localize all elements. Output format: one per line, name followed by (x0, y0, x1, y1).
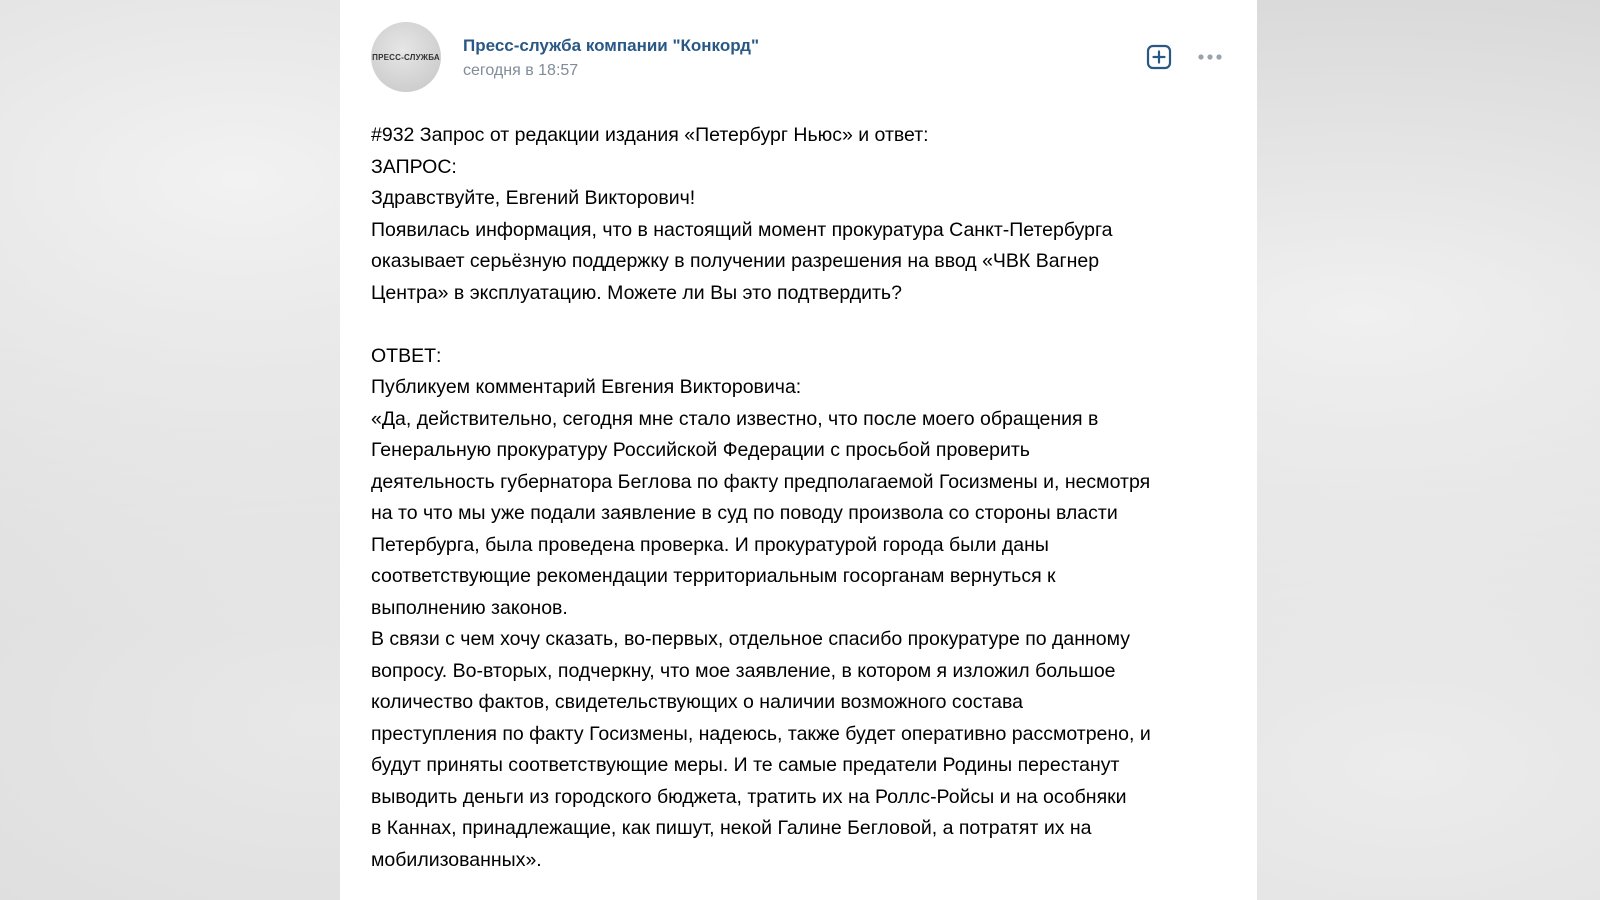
post-text-line: деятельность губернатора Беглова по факту предполагаемой Госизмены и, несмотря (371, 470, 1151, 493)
post-text-line: на то что мы уже подали заявление в суд по поводу произвола со стороны власти (371, 502, 1118, 524)
post-text-line: #932 Запрос от редакции издания «Петербург Ньюс» и ответ: (371, 124, 929, 146)
post-text-line: в Каннах, принадлежащие, как пишут, некой Галине Бегловой, а потратят их на (371, 817, 1092, 839)
post-text-line: Здравствуйте, Евгений Викторович! (371, 187, 696, 209)
post-text-line: Петербурга, была проведена проверка. И прокуратурой города были даны (371, 533, 1049, 556)
more-options-button[interactable] (1196, 48, 1224, 66)
post-text-line: будут приняты соответствующие меры. И те самые предатели Родины перестанут (371, 754, 1120, 776)
post-date[interactable]: сегодня в 18:57 (463, 62, 579, 79)
post-text-line: Центра» в эксплуатацию. Можете ли Вы это подтвердить? (371, 281, 902, 304)
post-card (340, 0, 1257, 900)
post-text-line: Появилась информация, что в настоящий момент прокуратура Санкт-Петербурга (371, 218, 1113, 241)
avatar[interactable] (371, 22, 441, 92)
avatar-logo-text: ПРЕСС-СЛУЖБА (372, 52, 440, 62)
post-text-line: количество фактов, свидетельствующих о наличии возможного состава (371, 691, 1023, 713)
post-text-line: В связи с чем хочу сказать, во-первых, отдельное спасибо прокуратуре по данному (371, 628, 1131, 650)
post-text-line: вопросу. Во-вторых, подчеркну, что мое заявление, в котором я изложил большое (371, 659, 1116, 682)
add-button[interactable] (1146, 44, 1172, 70)
post-author-link[interactable]: Пресс-служба компании "Конкорд" (463, 36, 760, 55)
post-text-line: «Да, действительно, сегодня мне стало известно, что после моего обращения в (371, 407, 1099, 430)
post-text-line: Генеральную прокуратуру Российской Федерации с просьбой проверить (371, 439, 1030, 461)
post-text-line: ОТВЕТ: (371, 344, 442, 367)
paragraph-gap (371, 309, 1241, 341)
post-text-line: выполнению законов. (371, 596, 568, 619)
post-text-line: оказывает серьёзную поддержку в получении разрешения на ввод «ЧВК Вагнер (371, 250, 1100, 272)
ellipsis-icon (1196, 48, 1224, 66)
post-text-line: Публикуем комментарий Евгения Викторовича: (371, 376, 802, 398)
post-text-line: ЗАПРОС: (371, 155, 457, 178)
post-text-line: выводить деньги из городского бюджета, тратить их на Роллс-Ройсы и на особняки (371, 785, 1127, 808)
plus-square-icon (1146, 44, 1172, 70)
post-text (371, 120, 1241, 876)
post-text-line: преступления по факту Госизмены, надеюсь, также будет оперативно рассмотрено, и (371, 722, 1151, 745)
post-text-line: мобилизованных». (371, 848, 542, 871)
post-text-line: соответствующие рекомендации территориальным госорганам вернуться к (371, 565, 1056, 587)
